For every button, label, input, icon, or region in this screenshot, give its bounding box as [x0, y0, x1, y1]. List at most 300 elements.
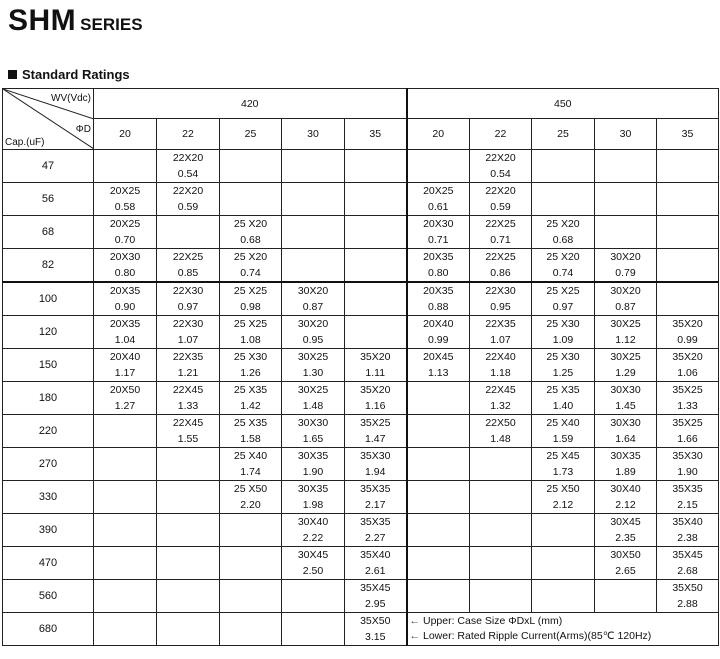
wv-label: WV(Vdc) — [51, 93, 91, 104]
ripple-current: 2.20 — [240, 499, 261, 511]
case-size: 25 X40 — [546, 417, 580, 429]
case-size: 25 X20 — [546, 251, 580, 263]
ripple-current: 0.87 — [302, 301, 324, 313]
case-size: 22X40 — [485, 351, 516, 363]
ripple-current: 0.79 — [615, 267, 636, 279]
rating-cell — [345, 448, 407, 481]
rating-cell — [282, 249, 345, 283]
ripple-current: 1.13 — [428, 367, 449, 379]
rating-cell — [407, 448, 470, 481]
case-size: 25 X20 — [546, 218, 580, 230]
ripple-current: 0.54 — [177, 168, 199, 180]
rating-cell — [470, 382, 532, 415]
ripple-current: 2.27 — [365, 532, 386, 544]
case-size: 35X25 — [672, 384, 703, 396]
case-size: 35X35 — [672, 483, 703, 495]
rating-cell — [657, 580, 719, 613]
rating-cell — [532, 547, 595, 580]
case-size: 35X35 — [360, 516, 391, 528]
rating-cell — [595, 415, 657, 448]
ripple-current: 2.95 — [365, 598, 386, 610]
rating-cell — [157, 547, 220, 580]
ripple-current: 1.64 — [615, 433, 636, 445]
rating-cell — [532, 316, 595, 349]
ripple-current: 2.88 — [677, 598, 698, 610]
rating-cell — [595, 448, 657, 481]
rating-cell — [282, 448, 345, 481]
case-size: 30X25 — [297, 384, 329, 396]
table-row — [3, 580, 719, 613]
table-row — [3, 613, 719, 646]
rating-cell — [220, 183, 282, 216]
ripple-current: 0.90 — [114, 301, 136, 313]
rating-cell — [595, 150, 657, 183]
ripple-current: 0.97 — [177, 301, 199, 313]
rating-cell — [532, 249, 595, 283]
case-size: 30X20 — [610, 251, 641, 263]
case-size: 30X40 — [297, 516, 329, 528]
diameter-header: 25 — [532, 119, 595, 150]
rating-cell — [407, 514, 470, 547]
capacitance-cell: 560 — [3, 580, 94, 613]
rating-cell — [220, 415, 282, 448]
ripple-current: 0.86 — [490, 267, 511, 279]
case-size: 30X35 — [297, 450, 329, 462]
rating-cell — [595, 547, 657, 580]
rating-cell — [345, 415, 407, 448]
rating-cell — [282, 547, 345, 580]
ripple-current: 2.38 — [677, 532, 698, 544]
rating-cell — [657, 382, 719, 415]
table-row — [3, 349, 719, 382]
rating-cell — [657, 183, 719, 216]
rating-cell — [220, 316, 282, 349]
case-size: 30X20 — [297, 318, 329, 330]
ripple-current: 1.11 — [365, 367, 386, 379]
table-row — [3, 150, 719, 183]
voltage-header-row — [3, 89, 719, 119]
ripple-current: 0.88 — [428, 301, 449, 313]
diameter-header: 25 — [220, 119, 282, 150]
case-size: 30X25 — [610, 318, 641, 330]
ripple-current: 0.68 — [240, 234, 261, 246]
rating-cell — [157, 580, 220, 613]
rating-cell — [470, 249, 532, 283]
rating-cell — [407, 349, 470, 382]
rating-cell — [345, 547, 407, 580]
ripple-current: 1.73 — [552, 466, 574, 478]
ripple-current: 1.17 — [114, 367, 136, 379]
ripple-current: 1.09 — [552, 334, 574, 346]
rating-cell — [220, 547, 282, 580]
rating-cell — [282, 580, 345, 613]
rating-cell — [470, 415, 532, 448]
case-size: 35X30 — [672, 450, 703, 462]
table-row — [3, 216, 719, 249]
case-size: 22X45 — [172, 384, 204, 396]
ripple-current: 1.90 — [677, 466, 698, 478]
ripple-current: 2.35 — [615, 532, 636, 544]
case-size: 22X30 — [172, 285, 204, 297]
rating-cell — [532, 216, 595, 249]
case-size: 25 X45 — [546, 450, 580, 462]
rating-cell — [407, 150, 470, 183]
ripple-current: 1.59 — [552, 433, 574, 445]
section-heading — [8, 67, 130, 82]
case-size: 22X35 — [172, 351, 204, 363]
table-row — [3, 448, 719, 481]
case-size: 35X30 — [360, 450, 391, 462]
case-size: 25 X30 — [546, 351, 580, 363]
ripple-current: 1.66 — [677, 433, 698, 445]
case-size: 22X20 — [172, 152, 204, 164]
rating-cell — [532, 580, 595, 613]
rating-cell — [470, 547, 532, 580]
case-size: 30X20 — [610, 285, 641, 297]
table-row — [3, 183, 719, 216]
ripple-current: 1.48 — [302, 400, 324, 412]
rating-cell — [282, 316, 345, 349]
rating-cell — [595, 216, 657, 249]
rating-cell — [282, 382, 345, 415]
rating-cell — [532, 448, 595, 481]
rating-cell — [94, 613, 157, 646]
rating-cell — [157, 150, 220, 183]
ripple-current: 0.74 — [240, 267, 261, 279]
capacitance-cell: 47 — [3, 150, 94, 183]
capacitance-cell: 330 — [3, 481, 94, 514]
legend-lower — [410, 629, 652, 644]
case-size: 22X45 — [172, 417, 204, 429]
case-size: 20X40 — [423, 318, 454, 330]
diameter-header: 20 — [407, 119, 470, 150]
rating-cell — [220, 282, 282, 316]
capacitance-cell: 56 — [3, 183, 94, 216]
table-row — [3, 316, 719, 349]
case-size: 25 X25 — [546, 285, 580, 297]
ripple-current: 1.07 — [177, 334, 199, 346]
case-size: 35X40 — [672, 516, 703, 528]
case-size: 35X50 — [672, 582, 703, 594]
rating-cell — [470, 183, 532, 216]
rating-cell — [94, 382, 157, 415]
rating-cell — [345, 613, 407, 646]
rating-cell — [282, 150, 345, 183]
case-size: 22X20 — [485, 152, 516, 164]
rating-cell — [657, 349, 719, 382]
page-title — [8, 4, 143, 38]
ripple-current: 0.95 — [490, 301, 511, 313]
rating-cell — [282, 613, 345, 646]
ripple-current: 3.15 — [365, 631, 386, 643]
rating-cell — [407, 216, 470, 249]
capacitance-cell: 82 — [3, 249, 94, 283]
ripple-current: 1.45 — [615, 400, 636, 412]
rating-cell — [94, 514, 157, 547]
rating-cell — [345, 349, 407, 382]
rating-cell — [94, 282, 157, 316]
rating-cell — [657, 216, 719, 249]
case-size: 30X50 — [610, 549, 641, 561]
case-size: 25 X30 — [233, 351, 268, 363]
ripple-current: 0.74 — [552, 267, 574, 279]
ripple-current: 2.68 — [677, 565, 698, 577]
rating-cell — [595, 316, 657, 349]
rating-cell — [532, 382, 595, 415]
case-size: 25 X25 — [233, 318, 268, 330]
table-row — [3, 481, 719, 514]
ripple-current: 1.94 — [365, 466, 386, 478]
rating-cell — [282, 349, 345, 382]
rating-cell — [407, 481, 470, 514]
case-size: 22X30 — [172, 318, 204, 330]
rating-cell — [595, 249, 657, 283]
diameter-header: 22 — [470, 119, 532, 150]
rating-cell — [470, 481, 532, 514]
table-row — [3, 249, 719, 283]
rating-cell — [345, 249, 407, 283]
rating-cell — [532, 183, 595, 216]
capacitance-cell: 100 — [3, 282, 94, 316]
corner-header — [3, 89, 94, 150]
table-row — [3, 415, 719, 448]
rating-cell — [282, 481, 345, 514]
rating-cell — [157, 448, 220, 481]
legend-lower-text: Lower: Rated Ripple Current(Arms)(85℃ 120Hz) — [423, 630, 652, 642]
ripple-current: 1.74 — [240, 466, 261, 478]
case-size: 30X30 — [297, 417, 329, 429]
ripple-current: 1.21 — [177, 367, 199, 379]
ripple-current: 1.65 — [302, 433, 324, 445]
rating-cell — [470, 514, 532, 547]
rating-cell — [94, 547, 157, 580]
rating-cell — [345, 183, 407, 216]
ripple-current: 1.29 — [615, 367, 636, 379]
ripple-current: 2.22 — [302, 532, 324, 544]
rating-cell — [532, 514, 595, 547]
rating-cell — [532, 282, 595, 316]
ripple-current: 0.54 — [490, 168, 511, 180]
ripple-current: 0.71 — [428, 234, 449, 246]
rating-cell — [282, 183, 345, 216]
rating-cell — [657, 316, 719, 349]
case-size: 25 X35 — [546, 384, 580, 396]
diameter-header: 20 — [94, 119, 157, 150]
case-size: 30X25 — [610, 351, 641, 363]
ripple-current: 1.07 — [490, 334, 511, 346]
diameter-header-row — [3, 119, 719, 150]
case-size: 22X25 — [485, 218, 516, 230]
rating-cell — [595, 580, 657, 613]
case-size: 25 X35 — [233, 384, 268, 396]
table-row — [3, 547, 719, 580]
rating-cell — [657, 150, 719, 183]
legend-upper-text: Upper: Case Size ΦDxL (mm) — [423, 615, 563, 627]
rating-cell — [157, 282, 220, 316]
rating-cell — [595, 514, 657, 547]
rating-cell — [407, 316, 470, 349]
ripple-current: 1.27 — [114, 400, 136, 412]
case-size: 30X20 — [297, 285, 329, 297]
ripple-current: 1.48 — [490, 433, 511, 445]
ripple-current: 2.12 — [552, 499, 574, 511]
case-size: 25 X50 — [233, 483, 268, 495]
case-size: 20X35 — [109, 285, 141, 297]
rating-cell — [282, 282, 345, 316]
ripple-current: 1.55 — [177, 433, 199, 445]
capacitance-cell: 68 — [3, 216, 94, 249]
case-size: 35X45 — [360, 582, 391, 594]
voltage-header: 420 — [94, 89, 407, 119]
rating-cell — [282, 216, 345, 249]
rating-cell — [657, 481, 719, 514]
case-size: 20X25 — [423, 185, 454, 197]
ripple-current: 0.80 — [114, 267, 136, 279]
case-size: 35X35 — [360, 483, 391, 495]
ripple-current: 0.95 — [302, 334, 324, 346]
legend — [410, 614, 652, 644]
rating-cell — [220, 580, 282, 613]
rating-cell — [595, 183, 657, 216]
square-bullet-icon — [8, 70, 17, 79]
rating-cell — [157, 514, 220, 547]
ripple-current: 1.33 — [677, 400, 698, 412]
diameter-header: 30 — [282, 119, 345, 150]
rating-cell — [94, 150, 157, 183]
rating-cell — [470, 282, 532, 316]
ripple-current: 0.98 — [240, 301, 261, 313]
case-size: 20X30 — [109, 251, 141, 263]
case-size: 22X50 — [485, 417, 516, 429]
diameter-header: 30 — [595, 119, 657, 150]
rating-cell — [407, 249, 470, 283]
rating-cell — [157, 216, 220, 249]
ripple-current: 0.70 — [114, 234, 136, 246]
ripple-current: 0.99 — [428, 334, 449, 346]
case-size: 35X20 — [672, 351, 703, 363]
rating-cell — [94, 249, 157, 283]
ripple-current: 0.68 — [552, 234, 574, 246]
case-size: 30X45 — [297, 549, 329, 561]
legend-cell — [407, 613, 719, 646]
case-size: 30X45 — [610, 516, 641, 528]
rating-cell — [220, 514, 282, 547]
rating-cell — [470, 216, 532, 249]
case-size: 30X25 — [297, 351, 329, 363]
rating-cell — [282, 415, 345, 448]
diameter-label: ΦD — [75, 124, 91, 135]
case-size: 22X30 — [485, 285, 516, 297]
rating-cell — [657, 415, 719, 448]
rating-cell — [220, 613, 282, 646]
rating-cell — [595, 349, 657, 382]
ripple-current: 1.18 — [490, 367, 511, 379]
ripple-current: 1.33 — [177, 400, 199, 412]
case-size: 22X45 — [485, 384, 516, 396]
rating-cell — [595, 282, 657, 316]
rating-cell — [470, 150, 532, 183]
ripple-current: 0.58 — [114, 201, 136, 213]
rating-cell — [220, 349, 282, 382]
rating-cell — [157, 349, 220, 382]
rating-cell — [220, 216, 282, 249]
case-size: 20X35 — [109, 318, 141, 330]
rating-cell — [657, 547, 719, 580]
rating-cell — [157, 183, 220, 216]
rating-cell — [345, 216, 407, 249]
rating-cell — [407, 580, 470, 613]
rating-cell — [345, 316, 407, 349]
rating-cell — [94, 415, 157, 448]
series-label: SERIES — [80, 15, 143, 34]
case-size: 25 X40 — [233, 450, 268, 462]
arrow-left-icon: ← — [409, 630, 420, 642]
rating-cell — [345, 150, 407, 183]
ripple-current: 0.87 — [615, 301, 636, 313]
ripple-current: 0.59 — [490, 201, 511, 213]
rating-cell — [407, 382, 470, 415]
series-name: SHM — [8, 4, 77, 37]
rating-cell — [157, 481, 220, 514]
rating-cell — [407, 183, 470, 216]
capacitance-cell: 150 — [3, 349, 94, 382]
rating-cell — [157, 415, 220, 448]
rating-cell — [595, 481, 657, 514]
rating-cell — [407, 415, 470, 448]
ripple-current: 0.61 — [428, 201, 449, 213]
diameter-header: 35 — [345, 119, 407, 150]
capacitance-label: Cap.(uF) — [5, 137, 45, 148]
capacitance-cell: 470 — [3, 547, 94, 580]
case-size: 20X50 — [109, 384, 141, 396]
rating-cell — [94, 481, 157, 514]
rating-cell — [470, 448, 532, 481]
table-row — [3, 382, 719, 415]
case-size: 35X20 — [360, 351, 391, 363]
rating-cell — [345, 282, 407, 316]
case-size: 35X20 — [672, 318, 703, 330]
ripple-current: 2.61 — [365, 565, 386, 577]
case-size: 20X25 — [109, 185, 141, 197]
capacitance-cell: 180 — [3, 382, 94, 415]
case-size: 25 X25 — [233, 285, 268, 297]
ripple-current: 0.99 — [677, 334, 698, 346]
case-size: 22X35 — [485, 318, 516, 330]
ratings-table — [2, 88, 719, 646]
ripple-current: 1.16 — [365, 400, 386, 412]
case-size: 20X40 — [109, 351, 141, 363]
capacitance-cell: 220 — [3, 415, 94, 448]
table-row — [3, 282, 719, 316]
case-size: 20X25 — [109, 218, 141, 230]
rating-cell — [157, 382, 220, 415]
rating-cell — [220, 481, 282, 514]
rating-cell — [470, 316, 532, 349]
case-size: 25 X30 — [546, 318, 580, 330]
ripple-current: 1.40 — [552, 400, 574, 412]
rating-cell — [407, 547, 470, 580]
case-size: 35X45 — [672, 549, 703, 561]
rating-cell — [532, 481, 595, 514]
rating-cell — [470, 580, 532, 613]
diameter-header: 35 — [657, 119, 719, 150]
case-size: 30X35 — [610, 450, 641, 462]
case-size: 35X25 — [672, 417, 703, 429]
rating-cell — [94, 580, 157, 613]
rating-cell — [532, 150, 595, 183]
rating-cell — [94, 183, 157, 216]
rating-cell — [657, 448, 719, 481]
